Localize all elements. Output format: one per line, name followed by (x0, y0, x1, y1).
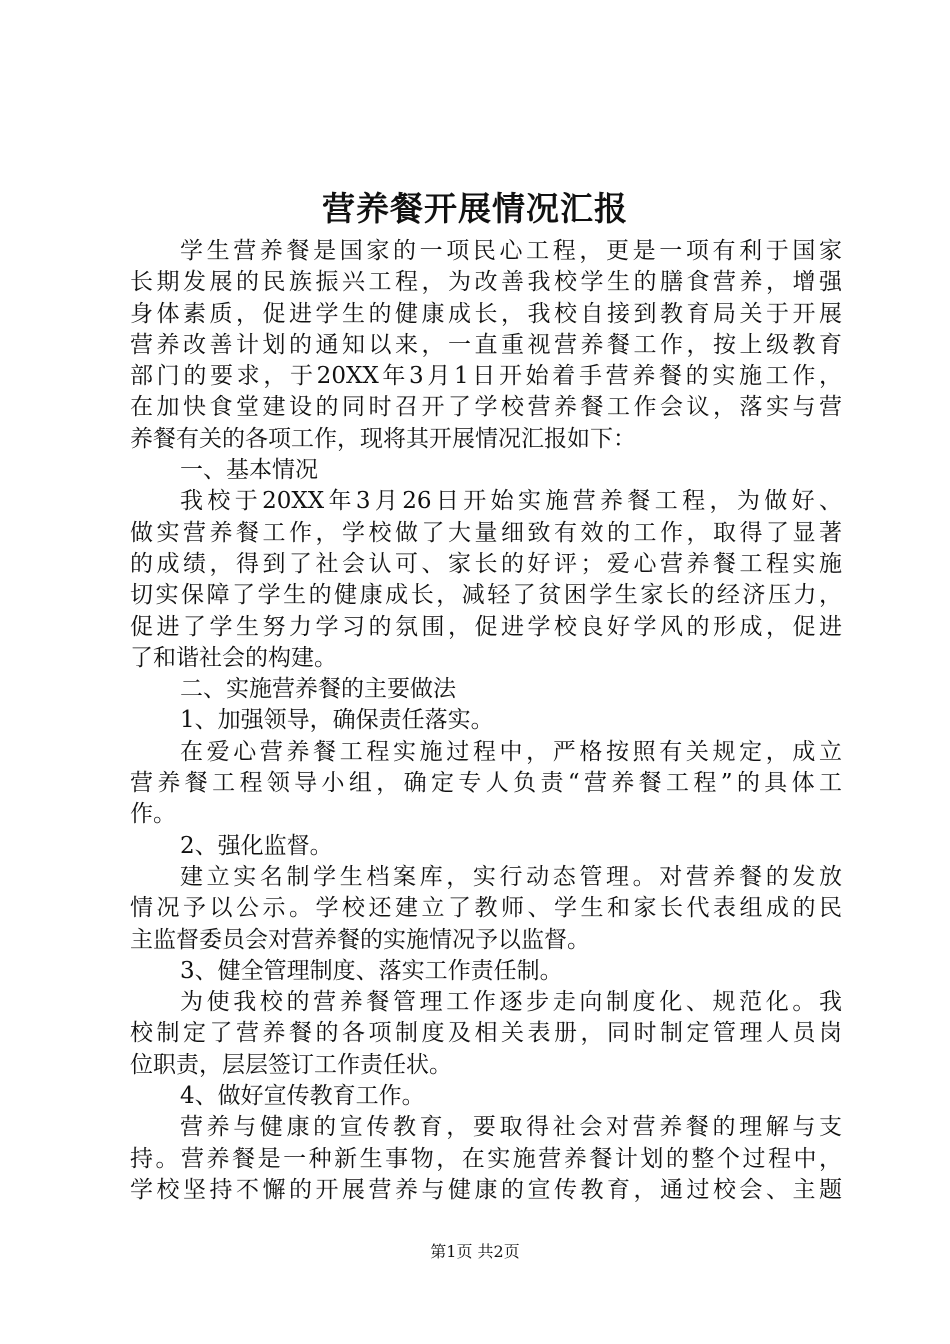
text-line: 营养与健康的宣传教育，要取得社会对营养餐的理解与支 (180, 1114, 842, 1141)
text-line: 我校于20XX年3月26日开始实施营养餐工程，为做好、 (180, 488, 842, 515)
text-line: 1、加强领导，确保责任落实。 (180, 707, 494, 734)
text-line: 3、健全管理制度、落实工作责任制。 (180, 957, 563, 984)
text-line: 了和谐社会的构建。 (130, 644, 337, 671)
text-line: 作。 (130, 801, 176, 828)
text-line: 促进了学生努力学习的氛围，促进学校良好学风的形成，促进 (130, 613, 842, 640)
text-line: 位职责，层层签订工作责任状。 (130, 1051, 452, 1078)
text-line: 校制定了营养餐的各项制度及相关表册，同时制定管理人员岗 (130, 1020, 842, 1047)
text-line: 学校坚持不懈的开展营养与健康的宣传教育，通过校会、主题 (130, 1176, 842, 1203)
text-line: 情况予以公示。学校还建立了教师、学生和家长代表组成的民 (130, 895, 842, 922)
text-line: 营养餐工程领导小组，确定专人负责“营养餐工程”的具体工 (130, 770, 842, 797)
page-footer: 第1页 共2页 (430, 1242, 520, 1261)
text-line: 做实营养餐工作，学校做了大量细致有效的工作，取得了显著 (130, 519, 842, 546)
text-line: 2、强化监督。 (180, 832, 333, 859)
text-line: 的成绩，得到了社会认可、家长的好评；爱心营养餐工程实施 (130, 550, 842, 577)
text-line: 营养改善计划的通知以来，一直重视营养餐工作，按上级教育 (130, 331, 842, 358)
text-line: 部门的要求，于20XX年3月1日开始着手营养餐的实施工作， (130, 363, 842, 390)
text-line: 为使我校的营养餐管理工作逐步走向制度化、规范化。我 (180, 989, 842, 1016)
text-line: 养餐有关的各项工作，现将其开展情况汇报如下： (130, 425, 636, 452)
text-line: 学生营养餐是国家的一项民心工程，更是一项有利于国家 (180, 238, 842, 264)
text-line: 建立实名制学生档案库，实行动态管理。对营养餐的发放 (180, 863, 842, 890)
text-line: 持。营养餐是一种新生事物，在实施营养餐计划的整个过程中， (130, 1145, 842, 1172)
text-line: 身体素质，促进学生的健康成长，我校自接到教育局关于开展 (130, 300, 842, 327)
text-line: 4、做好宣传教育工作。 (180, 1083, 425, 1110)
text-line: 切实保障了学生的健康成长，减轻了贫困学生家长的经济压力， (130, 582, 842, 609)
text-line: 二、实施营养餐的主要做法 (180, 676, 456, 703)
document-title: 营养餐开展情况汇报 (322, 189, 628, 228)
text-line: 长期发展的民族振兴工程，为改善我校学生的膳食营养，增强 (130, 269, 842, 296)
text-line: 主监督委员会对营养餐的实施情况予以监督。 (130, 926, 590, 953)
text-line: 在加快食堂建设的同时召开了学校营养餐工作会议，落实与营 (130, 394, 842, 421)
text-line: 一、基本情况 (180, 457, 318, 484)
document-body (130, 236, 842, 1206)
text-line: 在爱心营养餐工程实施过程中，严格按照有关规定，成立 (180, 738, 842, 765)
